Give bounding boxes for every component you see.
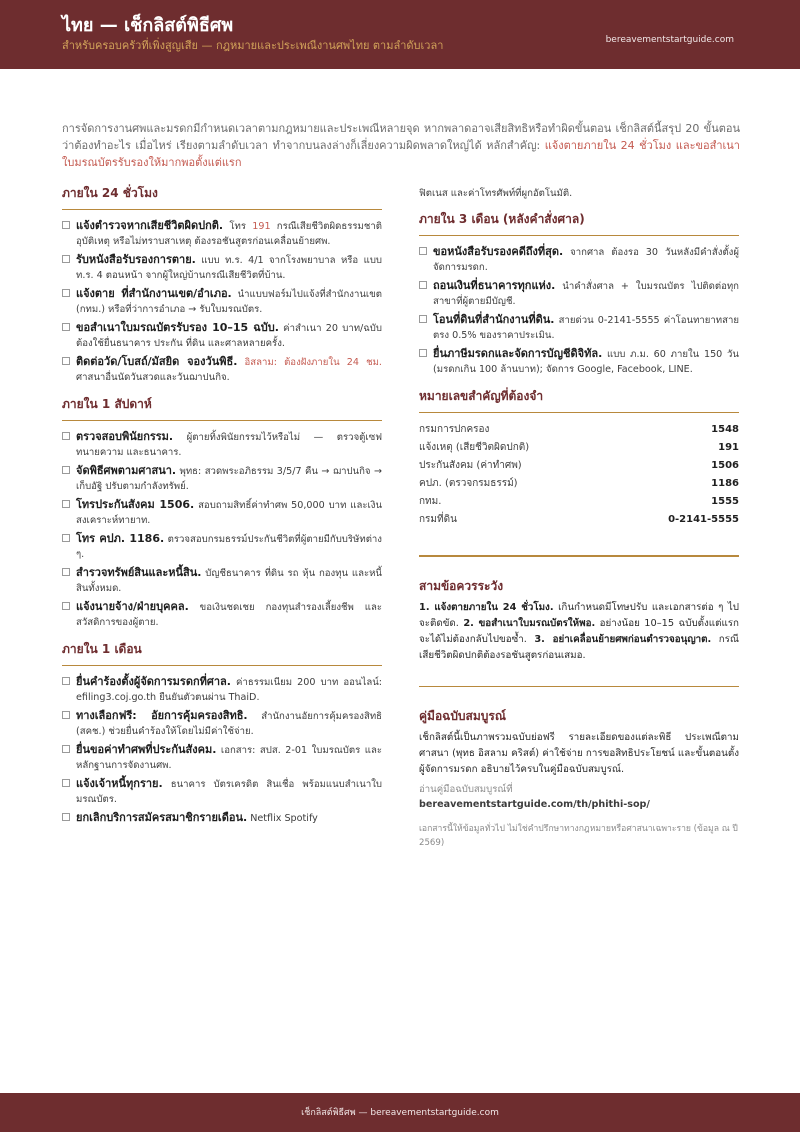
checklist-item-title: แจ้งตำรวจหากเสียชีวิตผิดปกติ. <box>76 219 224 232</box>
checklist-3months <box>419 244 739 377</box>
checklist-item <box>62 708 382 739</box>
checklist-item-text: ขอเงินชดเชย กองทุนสำรองเลี้ยงชีพ และสวัสดิการของผู้ตาย. <box>76 602 382 628</box>
intro-text: การจัดการงานศพและมรดกมีกำหนดเวลาตามกฎหมายและประเพณีหลายจุด หากพลาดอาจเสียสิทธิหรือทำผิดขั้นตอน เช็กลิสต์นี้สรุป 20 ขั้นตอนว่าต้องทำอะไร เมื่อไหร่ เรียงตามลำดับเวลา ทำจากบนลงล่างก็เลี่ยงความผิดพลาดใหญ่ได้ หลักสำคัญ: <box>62 122 740 152</box>
section-heading-numbers: หมายเลขสำคัญที่ต้องจำ <box>419 387 739 413</box>
divider <box>419 686 739 688</box>
number-value: 191 <box>718 442 739 453</box>
checklist-item-text: ผู้ตายทิ้งพินัยกรรมไว้หรือไม่ — ตรวจตู้เซฟ ทนายความ และธนาคาร. <box>76 432 382 458</box>
checklist-item <box>62 218 382 249</box>
checklist-item-title: ยื่นภาษีมรดกและจัดการบัญชีดิจิทัล. <box>433 347 603 360</box>
warning-3-text: กรณีเสียชีวิตผิดปกติต้องรอชันสูตรก่อนเสมอ. <box>419 633 739 661</box>
footer-text: เช็กลิสต์พิธีศพ — bereavementstartguide.com <box>301 1108 499 1118</box>
checklist-item-text: สำนักงานอัยการคุ้มครองสิทธิ (สคช.) ช่วยยื่นคำร้องให้โดยไม่มีค่าใช้จ่าย. <box>76 711 382 737</box>
checklist-item-title: โทรประกันสังคม 1506. <box>76 498 195 511</box>
checklist-item <box>62 674 382 705</box>
checkbox-icon[interactable] <box>62 289 70 297</box>
checklist-item <box>62 320 382 351</box>
checklist-item-title: สำรวจทรัพย์สินและหนี้สิน. <box>76 566 202 579</box>
checklist-item <box>62 429 382 460</box>
checklist-item-text: นำแบบฟอร์มไปแจ้งที่สำนักงานเขต (กทม.) หรือที่ว่าการอำเภอ → รับใบมรณบัตร. <box>76 289 382 315</box>
checkbox-icon[interactable] <box>419 315 427 323</box>
guide-link[interactable]: bereavementstartguide.com/th/phithi-sop/ <box>419 799 650 810</box>
checklist-item <box>62 565 382 596</box>
checklist-item-highlight: อิสลาม: ต้องฝังภายใน 24 ชม. <box>244 357 382 368</box>
section-heading-24h: ภายใน 24 ชั่วโมง <box>62 184 382 210</box>
checklist-item-prefix <box>237 357 244 368</box>
checklist-item-title: โทร คปภ. 1186. <box>76 532 165 545</box>
checkbox-icon[interactable] <box>62 357 70 365</box>
number-row <box>419 439 739 457</box>
section-heading-3months: ภายใน 3 เดือน (หลังคำสั่งศาล) <box>419 210 739 236</box>
checklist-item-text: กรณีเสียชีวิตผิดธรรมชาติ อุบัติเหตุ หรือไม่ทราบสาเหตุ ต้องรอชันสูตรก่อนเคลื่อนย้ายศพ. <box>76 221 383 247</box>
checklist-item <box>62 810 382 826</box>
checklist-item-title: ยื่นขอค่าทำศพที่ประกันสังคม. <box>76 743 217 756</box>
disclaimer: เอกสารนี้ให้ข้อมูลทั่วไป ไม่ใช่คำปรึกษาทางกฎหมายหรือศาสนาเฉพาะราย (ข้อมูล ณ ปี 2569) <box>419 824 738 848</box>
number-value: 0-2141-5555 <box>668 514 739 525</box>
checklist-item-title: ติดต่อวัด/โบสถ์/มัสยิด จองวันพิธี. <box>76 355 238 368</box>
warnings-paragraph <box>419 600 739 664</box>
checklist-item-text: แบบ ภ.ม. 60 ภายใน 150 วัน (มรดกเกิน 100 ล้านบาท); จัดการ Google, Facebook, LINE. <box>433 349 739 375</box>
checklist-item-text: ค่าสำเนา 20 บาท/ฉบับ ต้องใช้ยื่นธนาคาร ประกัน ที่ดิน และศาลหลายครั้ง. <box>76 323 382 349</box>
checklist-item-title: แจ้งตาย ที่สำนักงานเขต/อำเภอ. <box>76 287 232 300</box>
section-heading-guide: คู่มือฉบับสมบูรณ์ <box>419 709 506 723</box>
number-value: 1555 <box>711 496 739 507</box>
divider <box>419 555 739 557</box>
number-label: กรมที่ดิน <box>419 514 457 525</box>
checklist-item <box>62 742 382 773</box>
intro-paragraph <box>62 120 740 171</box>
checkbox-icon[interactable] <box>62 813 70 821</box>
checklist-item <box>62 463 382 494</box>
warning-2-bold: 2. ขอสำเนาใบมรณบัตรให้พอ. <box>463 617 596 629</box>
checklist-item-text: บัญชีธนาคาร ที่ดิน รถ หุ้น กองทุน และหนี้สินทั้งหมด. <box>76 568 382 594</box>
checklist-item-title: ทางเลือกฟรี: อัยการคุ้มครองสิทธิ. <box>76 709 248 722</box>
left-column <box>62 184 382 829</box>
intro-highlight: แจ้งตายภายใน 24 ชั่วโมง และขอสำเนาใบมรณบัตรรับรองให้มากพอตั้งแต่แรก <box>62 139 740 169</box>
checklist-24h <box>62 218 382 385</box>
number-value: 1548 <box>711 424 739 435</box>
checklist-item <box>62 776 382 807</box>
checklist-item <box>419 346 739 377</box>
checklist-item <box>62 599 382 630</box>
number-label: คปภ. (ตรวจกรมธรรม์) <box>419 478 518 489</box>
warning-3-bold: 3. อย่าเคลื่อนย้ายศพก่อนตำรวจอนุญาต. <box>534 633 712 645</box>
checkbox-icon[interactable] <box>419 281 427 289</box>
checklist-item-title: รับหนังสือรับรองการตาย. <box>76 253 196 266</box>
guide-paragraph: เช็กลิสต์นี้เป็นภาพรวมฉบับย่อฟรี รายละเอียดของแต่ละพิธี ประเพณีตามศาสนา (พุทธ อิสลาม คริสต์) ค่าใช้จ่าย การขอสิทธิประโยชน์ และขั้นตอนตั้งผู้จัดการมรดก อธิบายไว้ครบในคู่มือฉบับสมบูรณ์. <box>419 732 739 775</box>
checklist-item-text: จากศาล ต้องรอ 30 วันหลังมีคำสั่งตั้งผู้จัดการมรดก. <box>433 247 739 273</box>
page-title: ไทย — เช็กลิสต์พิธีศพ <box>62 15 234 36</box>
checklist-item-prefix: โทร <box>223 221 253 232</box>
number-row <box>419 457 739 475</box>
checklist-item-title: โอนที่ดินที่สำนักงานที่ดิน. <box>433 313 555 326</box>
warning-2-text: อย่างน้อย 10–15 ฉบับตั้งแต่แรก จะได้ไม่ต้องกลับไปขอซ้ำ. <box>419 617 739 645</box>
number-value: 1506 <box>711 460 739 471</box>
right-column <box>419 186 739 850</box>
checklist-item-title: ขอหนังสือรับรองคดีถึงที่สุด. <box>433 245 564 258</box>
checklist-item-title: ตรวจสอบพินัยกรรม. <box>76 430 174 443</box>
number-label: กรมการปกครอง <box>419 424 490 435</box>
checkbox-icon[interactable] <box>62 779 70 787</box>
important-numbers-table <box>419 421 739 529</box>
checklist-item-text: แบบ ท.ร. 4/1 จากโรงพยาบาล หรือ แบบ ท.ร. 4 ตอนหน้า จากผู้ใหญ่บ้านกรณีเสียชีวิตที่บ้าน. <box>76 255 382 281</box>
checklist-item-title: แจ้งเจ้าหนี้ทุกราย. <box>76 777 163 790</box>
section-heading-1week: ภายใน 1 สัปดาห์ <box>62 395 382 421</box>
footer-bar <box>0 1093 800 1132</box>
guide-link-lead: อ่านคู่มือฉบับสมบูรณ์ที่ <box>419 784 513 795</box>
checklist-item-text: ค่าธรรมเนียม 200 บาท ออนไลน์: efiling3.coj.go.th ยืนยันตัวตนผ่าน ThaiD. <box>76 677 382 703</box>
number-label: กทม. <box>419 496 442 507</box>
checklist-item-title: แจ้งนายจ้าง/ฝ่ายบุคคล. <box>76 600 189 613</box>
checklist-item-text: สายด่วน 0-2141-5555 ค่าโอนทายาทสายตรง 0.5% ของราคาประเมิน. <box>433 315 739 341</box>
number-row <box>419 421 739 439</box>
checklist-continued-text: ฟิตเนส และค่าโทรศัพท์ที่ผูกอัตโนมัติ. <box>419 188 573 199</box>
number-row <box>419 475 739 493</box>
checklist-item <box>62 354 382 385</box>
checkbox-icon[interactable] <box>62 534 70 542</box>
checklist-item <box>62 286 382 317</box>
checkbox-icon[interactable] <box>62 466 70 474</box>
checklist-item-text: สอบถามสิทธิ์ค่าทำศพ 50,000 บาท และเงินสงเคราะห์ทายาท. <box>76 500 383 526</box>
section-heading-warnings: สามข้อควรระวัง <box>419 578 504 593</box>
warning-1-text: เกินกำหนดมีโทษปรับ และเอกสารต่อ ๆ ไปจะติดขัด. <box>419 601 739 629</box>
checkbox-icon[interactable] <box>62 432 70 440</box>
checklist-item <box>62 531 382 562</box>
checklist-item-text: ตรวจสอบกรมธรรม์ประกันชีวิตที่ผู้ตายมีกับบริษัทต่าง ๆ. <box>76 534 382 560</box>
checkbox-icon[interactable] <box>62 323 70 331</box>
checklist-item-text: ศาสนาอื่นนัดวันสวดและวันฌาปนกิจ. <box>76 372 230 383</box>
checklist-item-title: ขอสำเนาใบมรณบัตรรับรอง 10–15 ฉบับ. <box>76 321 279 334</box>
number-label: แจ้งเหตุ (เสียชีวิตผิดปกติ) <box>419 442 530 453</box>
checkbox-icon[interactable] <box>62 255 70 263</box>
number-row <box>419 493 739 511</box>
checklist-1week <box>62 429 382 630</box>
page-subtitle: สำหรับครอบครัวที่เพิ่งสูญเสีย — กฎหมายและประเพณีงานศพไทย ตามลำดับเวลา <box>62 39 444 52</box>
warning-1-bold: 1. แจ้งตายภายใน 24 ชั่วโมง. <box>419 601 554 613</box>
checkbox-icon[interactable] <box>62 500 70 508</box>
checklist-item-title: ยกเลิกบริการสมัครสมาชิกรายเดือน. <box>76 811 248 824</box>
checklist-item-title: ถอนเงินที่ธนาคารทุกแห่ง. <box>433 279 556 292</box>
checklist-item-text: เอกสาร: สปส. 2-01 ใบมรณบัตร และหลักฐานการจัดงานศพ. <box>76 745 382 771</box>
checkbox-icon[interactable] <box>419 247 427 255</box>
checkbox-icon[interactable] <box>62 221 70 229</box>
section-heading-1month: ภายใน 1 เดือน <box>62 640 382 666</box>
checklist-item-highlight: 191 <box>252 221 271 232</box>
checkbox-icon[interactable] <box>62 745 70 753</box>
checklist-item <box>419 312 739 343</box>
header-domain: bereavementstartguide.com <box>605 35 734 45</box>
checklist-item-title: ยื่นคำร้องตั้งผู้จัดการมรดกที่ศาล. <box>76 675 231 688</box>
header-bar <box>0 0 800 69</box>
checkbox-icon[interactable] <box>419 349 427 357</box>
number-value: 1186 <box>711 478 739 489</box>
checkbox-icon[interactable] <box>62 711 70 719</box>
number-row <box>419 511 739 529</box>
checklist-item-text: พุทธ: สวดพระอภิธรรม 3/5/7 คืน → ฌาปนกิจ → เก็บอัฐิ ปรับตามกำลังทรัพย์. <box>76 466 382 492</box>
checklist-item <box>62 252 382 283</box>
checklist-1month <box>62 674 382 826</box>
checklist-item <box>419 244 739 275</box>
checklist-item-title: จัดพิธีศพตามศาสนา. <box>76 464 177 477</box>
checkbox-icon[interactable] <box>62 602 70 610</box>
number-label: ประกันสังคม (ค่าทำศพ) <box>419 460 522 471</box>
checkbox-icon[interactable] <box>62 677 70 685</box>
checklist-item-text: Netflix Spotify <box>247 813 318 824</box>
checklist-item <box>62 497 382 528</box>
checklist-item <box>419 278 739 309</box>
checklist-item-text: ธนาคาร บัตรเครดิต สินเชื่อ พร้อมแนบสำเนาใบมรณบัตร. <box>76 779 382 805</box>
checklist-item-text: นำคำสั่งศาล + ใบมรณบัตร ไปติดต่อทุกสาขาที่ผู้ตายมีบัญชี. <box>433 281 739 307</box>
checkbox-icon[interactable] <box>62 568 70 576</box>
